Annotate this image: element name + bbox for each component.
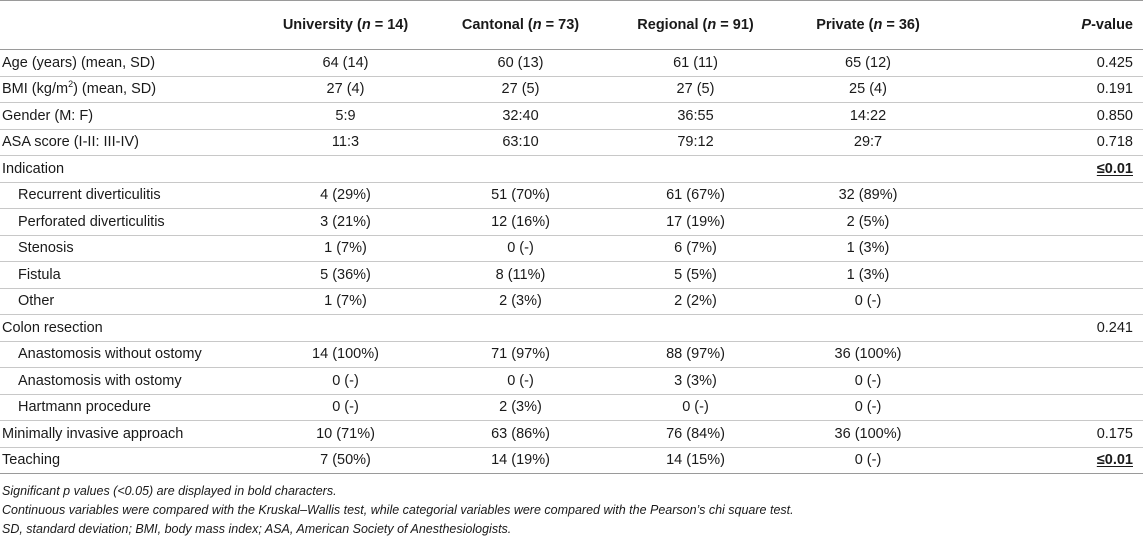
- row-label: Perforated diverticulitis: [0, 209, 258, 236]
- header-variable: [0, 1, 258, 50]
- cell-cantonal: 14 (19%): [433, 447, 608, 474]
- table-row: [0, 209, 1143, 236]
- cell-cantonal: 0 (-): [433, 235, 608, 262]
- cell-p-value: [953, 209, 1143, 236]
- cell-private: [783, 315, 953, 342]
- cell-university: 5:9: [258, 103, 433, 130]
- row-label: ASA score (I-II: III-IV): [0, 129, 258, 156]
- table-row: [0, 394, 1143, 421]
- cell-regional: 88 (97%): [608, 341, 783, 368]
- cell-private: 1 (3%): [783, 235, 953, 262]
- cell-regional: 3 (3%): [608, 368, 783, 395]
- header-private: Private (n = 36): [783, 1, 953, 50]
- cell-cantonal: 51 (70%): [433, 182, 608, 209]
- footnote-significance: Significant p values (<0.05) are displayed in bold characters.: [2, 484, 337, 498]
- cell-private: 36 (100%): [783, 421, 953, 448]
- cell-p-value: 0.850: [953, 103, 1143, 130]
- cell-private: 65 (12): [783, 50, 953, 77]
- cell-university: 7 (50%): [258, 447, 433, 474]
- header-row: [0, 1, 1143, 50]
- cell-p-value: [953, 182, 1143, 209]
- cell-private: 2 (5%): [783, 209, 953, 236]
- cell-p-value: 0.191: [953, 76, 1143, 103]
- cell-cantonal: 27 (5): [433, 76, 608, 103]
- cell-regional: 76 (84%): [608, 421, 783, 448]
- cell-regional: [608, 315, 783, 342]
- cell-p-value: ≤0.01: [953, 156, 1143, 183]
- cell-cantonal: 12 (16%): [433, 209, 608, 236]
- cell-cantonal: [433, 156, 608, 183]
- cell-regional: 61 (11): [608, 50, 783, 77]
- cell-p-value: [953, 262, 1143, 289]
- cell-regional: 6 (7%): [608, 235, 783, 262]
- cell-private: 36 (100%): [783, 341, 953, 368]
- cell-p-value: [953, 368, 1143, 395]
- cell-university: 0 (-): [258, 368, 433, 395]
- cell-university: 1 (7%): [258, 235, 433, 262]
- row-label: Anastomosis without ostomy: [0, 341, 258, 368]
- cell-university: 3 (21%): [258, 209, 433, 236]
- header-university: University (n = 14): [258, 1, 433, 50]
- cell-p-value: [953, 288, 1143, 315]
- cell-private: 0 (-): [783, 394, 953, 421]
- row-label: BMI $(kg/m^2)$ (mean, SD): [0, 76, 258, 103]
- table-row: [0, 288, 1143, 315]
- cell-private: 1 (3%): [783, 262, 953, 289]
- header-p-value: P-value: [953, 1, 1143, 50]
- cell-p-value: ≤0.01: [953, 447, 1143, 474]
- cell-regional: 17 (19%): [608, 209, 783, 236]
- row-label: Stenosis: [0, 235, 258, 262]
- cell-cantonal: [433, 315, 608, 342]
- cell-private: 14:22: [783, 103, 953, 130]
- cell-p-value: 0.175: [953, 421, 1143, 448]
- table-row: [0, 447, 1143, 474]
- row-label: Teaching: [0, 447, 258, 474]
- row-label: Hartmann procedure: [0, 394, 258, 421]
- row-label: Fistula: [0, 262, 258, 289]
- cell-cantonal: 71 (97%): [433, 341, 608, 368]
- cell-private: 32 (89%): [783, 182, 953, 209]
- cell-cantonal: 2 (3%): [433, 394, 608, 421]
- cell-regional: 14 (15%): [608, 447, 783, 474]
- row-label: Anastomosis with ostomy: [0, 368, 258, 395]
- cell-cantonal: 32:40: [433, 103, 608, 130]
- table-row: [0, 129, 1143, 156]
- cell-p-value: 0.425: [953, 50, 1143, 77]
- cell-university: 14 (100%): [258, 341, 433, 368]
- cell-private: 29:7: [783, 129, 953, 156]
- row-label: Colon resection: [0, 315, 258, 342]
- cell-university: [258, 156, 433, 183]
- cell-private: 0 (-): [783, 447, 953, 474]
- row-label: Recurrent diverticulitis: [0, 182, 258, 209]
- row-label: Age (years) (mean, SD): [0, 50, 258, 77]
- cell-regional: 0 (-): [608, 394, 783, 421]
- cell-university: 64 (14): [258, 50, 433, 77]
- cell-p-value: [953, 341, 1143, 368]
- cell-regional: 2 (2%): [608, 288, 783, 315]
- cell-regional: 5 (5%): [608, 262, 783, 289]
- cell-regional: 36:55: [608, 103, 783, 130]
- cell-cantonal: 63:10: [433, 129, 608, 156]
- cell-university: 1 (7%): [258, 288, 433, 315]
- footnote-abbreviations: SD, standard deviation; BMI, body mass index; ASA, American Society of Anesthesiologists.: [2, 522, 512, 536]
- header-cantonal: Cantonal (n = 73): [433, 1, 608, 50]
- cell-private: 0 (-): [783, 288, 953, 315]
- cell-cantonal: 0 (-): [433, 368, 608, 395]
- table-row: [0, 156, 1143, 183]
- cell-university: 10 (71%): [258, 421, 433, 448]
- cell-regional: 61 (67%): [608, 182, 783, 209]
- table-row: [0, 76, 1143, 103]
- cell-p-value: [953, 235, 1143, 262]
- cell-p-value: 0.241: [953, 315, 1143, 342]
- row-label: Indication: [0, 156, 258, 183]
- table-row: [0, 368, 1143, 395]
- cell-university: [258, 315, 433, 342]
- cell-cantonal: 2 (3%): [433, 288, 608, 315]
- cell-regional: 27 (5): [608, 76, 783, 103]
- cell-private: 0 (-): [783, 368, 953, 395]
- cell-university: 4 (29%): [258, 182, 433, 209]
- table-footnotes: [0, 482, 1143, 539]
- table-row: [0, 50, 1143, 77]
- cell-p-value: [953, 394, 1143, 421]
- cell-private: [783, 156, 953, 183]
- table-row: [0, 421, 1143, 448]
- cell-university: 5 (36%): [258, 262, 433, 289]
- table-row: [0, 262, 1143, 289]
- table-row: [0, 341, 1143, 368]
- table-row: [0, 235, 1143, 262]
- cell-cantonal: 8 (11%): [433, 262, 608, 289]
- cell-cantonal: 60 (13): [433, 50, 608, 77]
- header-regional: Regional (n = 91): [608, 1, 783, 50]
- footnote-statistics: Continuous variables were compared with the Kruskal–Wallis test, while categorial variables were compared with the Pearson’s chi square test.: [2, 503, 794, 517]
- cell-p-value: 0.718: [953, 129, 1143, 156]
- row-label: Gender (M: F): [0, 103, 258, 130]
- cell-cantonal: 63 (86%): [433, 421, 608, 448]
- row-label: Minimally invasive approach: [0, 421, 258, 448]
- row-label: Other: [0, 288, 258, 315]
- table-row: [0, 182, 1143, 209]
- table-row: [0, 315, 1143, 342]
- cell-university: 11:3: [258, 129, 433, 156]
- cell-university: 0 (-): [258, 394, 433, 421]
- cell-regional: 79:12: [608, 129, 783, 156]
- cell-regional: [608, 156, 783, 183]
- table-row: [0, 103, 1143, 130]
- cell-university: 27 (4): [258, 76, 433, 103]
- cell-private: 25 (4): [783, 76, 953, 103]
